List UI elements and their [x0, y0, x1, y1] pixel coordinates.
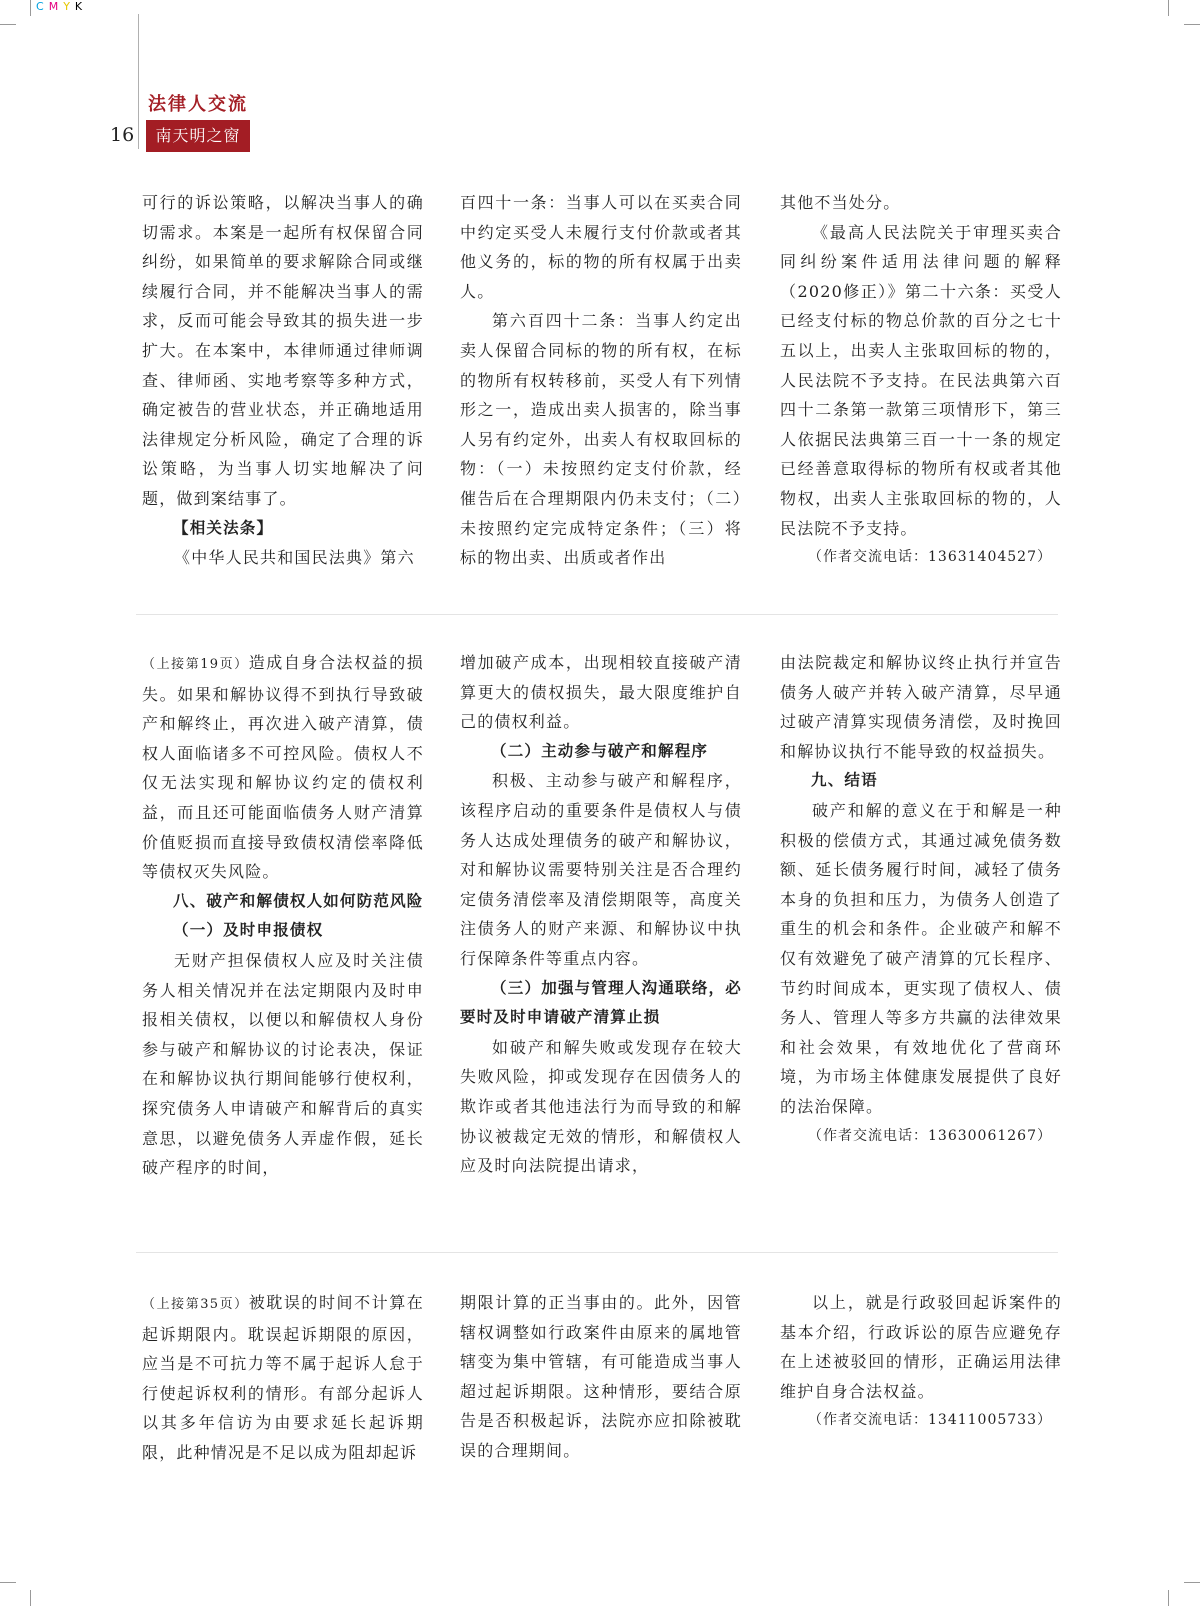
paragraph: 如破产和解失败或发现存在较大失败风险，抑或发现存在因债务人的欺诈或者其他违法行为而导致的和解协议被裁定无效的情形，和解债权人应及时向法院提出请求， — [460, 1037, 742, 1176]
paragraph: 无财产担保债权人应及时关注债务人相关情况并在法定期限内及时申报相关债权，以便以和解债权人身份参与破产和解协议的讨论表决，保证在和解协议执行期间能够行使权利，探究债务人申请破产和解背后的真实意思，以避免债务人弄虚作假，延长破产程序的时间， — [142, 950, 424, 1178]
paragraph: 积极、主动参与破产和解程序，该程序启动的重要条件是债权人与债务人达成处理债务的破产和解协议，对和解协议需要特别关注是否合理约定债务清偿率及清偿期限等，高度关注债务人的财产来源、和解协议中执行保障条件等重点内容。 — [460, 771, 742, 968]
heading: 九、结语 — [811, 771, 878, 790]
article3-column3 — [780, 1288, 1062, 1436]
page-number: 16 — [110, 124, 135, 146]
article1-column3 — [780, 188, 1062, 573]
paragraph: 增加破产成本，出现相较直接破产清算更大的债权损失，最大限度维护自己的债权利益。 — [460, 653, 742, 732]
paragraph: 可行的诉讼策略，以解决当事人的确切需求。本案是一起所有权保留合同纠纷，如果简单的要求解除合同或继续履行合同，并不能解决当事人的需求，反而可能会导致其的损失进一步扩大。在本案中，本律师通过律师调查、律师函、实地考察等多种方式，确定被告的营业状态，并正确地适用法律规定分析风险，确定了合理的诉讼策略，为当事人切实地解决了问题，做到案结事了。 — [142, 193, 424, 508]
subheading: （一）及时申报债权 — [173, 921, 324, 940]
paragraph: 《中华人民共和国民法典》第六 — [174, 548, 415, 568]
paragraph — [142, 1288, 424, 1468]
continued-from: （上接第19页） — [142, 657, 249, 672]
column-name-badge: 南天明之窗 — [146, 120, 250, 152]
subheading: 【相关法条】 — [173, 518, 274, 537]
paragraph: 以上，就是行政驳回起诉案件的基本介绍，行政诉讼的原告应避免存在上述被驳回的情形，正确运用法律维护自身合法权益。 — [780, 1293, 1062, 1401]
crop-mark — [1184, 1582, 1200, 1583]
article2-column1 — [142, 648, 424, 1183]
cmyk-color-bar — [36, 0, 87, 13]
crop-mark — [0, 1582, 16, 1583]
paragraph-text: 造成自身合法权益的损失。如果和解协议得不到执行导致破产和解终止，再次进入破产清算，债权人面临诸多不可控风险。债权人不仅无法实现和解协议约定的债权利益，而且还可能面临债务人财产清算价值贬损而直接导致债权清偿率降低等债权灭失风险。 — [142, 653, 424, 882]
paragraph: 由法院裁定和解协议终止执行并宣告债务人破产并转入破产清算，尽早通过破产清算实现债务清偿，及时挽回和解协议执行不能导致的权益损失。 — [780, 653, 1062, 761]
paragraph: 百四十一条：当事人可以在买卖合同中约定买受人未履行支付价款或者其他义务的，标的物的所有权属于出卖人。 — [460, 193, 742, 301]
paragraph: 破产和解的意义在于和解是一种积极的偿债方式，其通过减免债务数额、延长债务履行时间，减轻了债务本身的负担和压力，为债务人创造了重生的机会和条件。企业破产和解不仅有效避免了破产清算的冗长程序、节约时间成本，更实现了债权人、债务人、管理人等多方共赢的法律效果和社会效果，有效地优化了营商环境，为市场主体健康发展提供了良好的法治保障。 — [780, 800, 1062, 1116]
subheading: （二）主动参与破产和解程序 — [491, 741, 709, 760]
crop-mark — [30, 0, 31, 16]
article3-column2 — [460, 1288, 742, 1466]
article2-column2 — [460, 648, 742, 1181]
paragraph: 期限计算的正当事由的。此外，因管辖权调整如行政案件由原来的属地管辖变为集中管辖，有可能造成当事人超过起诉期限。这种情形，要结合原告是否积极起诉，法院亦应扣除被耽误的合理期间。 — [460, 1293, 742, 1460]
author-phone: （作者交流电话：13631404527） — [808, 549, 1052, 566]
article1-column2 — [460, 188, 742, 573]
cmyk-k: K — [74, 0, 88, 13]
article-divider — [136, 1252, 1058, 1253]
article-divider — [136, 614, 1058, 615]
author-phone: （作者交流电话：13630061267） — [808, 1127, 1052, 1144]
crop-mark — [1184, 24, 1200, 25]
crop-mark — [1168, 0, 1169, 16]
subheading: （三）加强与管理人沟通联络，必要时及时申请破产清算止损 — [460, 978, 742, 1027]
continued-from: （上接第35页） — [142, 1297, 249, 1312]
cmyk-c: C — [36, 0, 49, 13]
cmyk-y: Y — [63, 0, 75, 13]
crop-mark — [0, 24, 16, 25]
article1-column1 — [142, 188, 424, 573]
crop-mark — [30, 1590, 31, 1606]
section-title: 法律人交流 — [148, 94, 248, 115]
header-rule — [138, 14, 139, 149]
cmyk-m: M — [48, 0, 64, 13]
article3-column1 — [142, 1288, 424, 1468]
author-phone: （作者交流电话：13411005733） — [808, 1412, 1052, 1429]
paragraph: 第六百四十二条：当事人约定出卖人保留合同标的物的所有权，在标的物所有权转移前，买受人有下列情形之一，造成出卖人损害的，除当事人另有约定外，出卖人有权取回标的物：（一）未按照约定支付价款，经催告后在合理期限内仍未支付；（二）未按照约定完成特定条件；（三）将标的物出卖、出质或者作出 — [460, 311, 742, 568]
crop-mark — [1168, 1590, 1169, 1606]
paragraph — [142, 648, 424, 887]
heading: 八、破产和解债权人如何防范风险 — [173, 891, 424, 910]
paragraph: 其他不当处分。 — [780, 193, 901, 212]
paragraph: 《最高人民法院关于审理买卖合同纠纷案件适用法律问题的解释（2020修正）》第二十六条：买受人已经支付标的物总价款的百分之七十五以上，出卖人主张取回标的物的，人民法院不予支持。在民法典第六百四十二条第一款第三项情形下，第三人依据民法典第三百一十一条的规定已经善意取得标的物所有权或者其他物权，出卖人主张取回标的物的，人民法院不予支持。 — [780, 222, 1062, 538]
article2-column3 — [780, 648, 1062, 1151]
paragraph-text: 被耽误的时间不计算在起诉期限内。耽误起诉期限的原因，应当是不可抗力等不属于起诉人怠于行使起诉权利的情形。有部分起诉人以其多年信访为由要求延长起诉期限，此种情况是不足以成为阻却起诉 — [142, 1293, 424, 1462]
